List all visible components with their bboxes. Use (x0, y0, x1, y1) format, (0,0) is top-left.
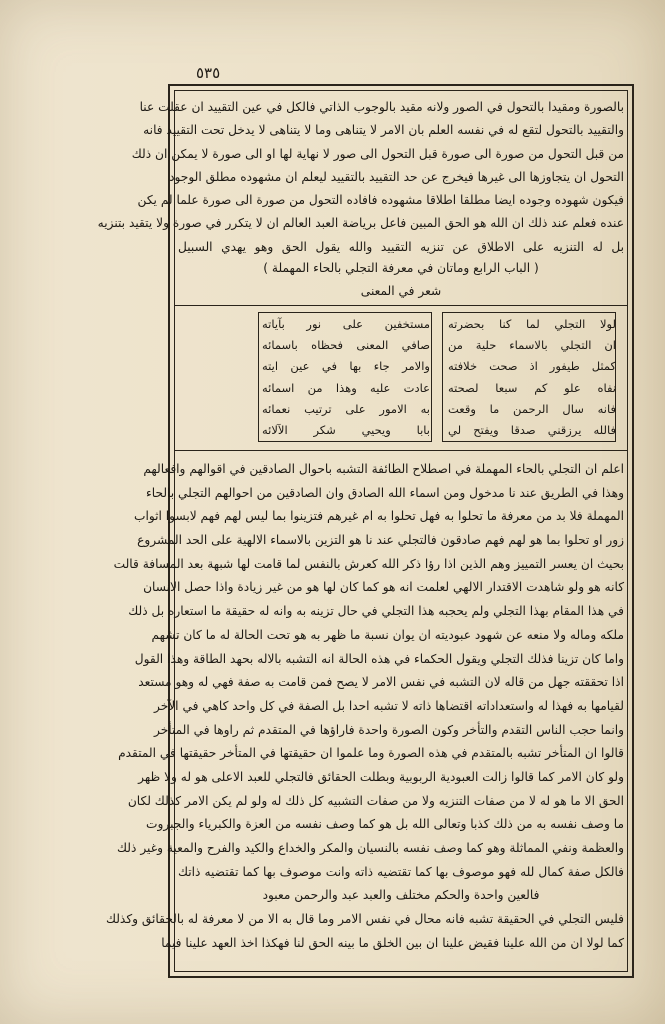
verse-column-right (448, 314, 616, 441)
bottom-paragraph (105, 458, 624, 955)
text-line: كانه هو ولو شاهدت الاقتدار الالهي لعلمت انه هو كما كان لها هو من غير زيادة واذا حصل الانسان (143, 580, 624, 595)
text-line: والعظمة ونفي المماثلة وهو كما وصف نفسه بالنسيان والمكر والخداع والكيد والفرح والمعية وغير ذلك (117, 841, 624, 855)
text-line: قالوا ان المتأخر تشبه بالمتقدم في هذه الصورة وما علموا ان حقيقتها في المتأخر حقيقتها في المتقدم (118, 746, 624, 761)
text-line: فيكون شهوده وجوده ايضا مطلقا اطلاقا مشهوده فافاده التحول من صورة الى صورة علما لم يكن (137, 193, 624, 208)
verse-line: فالله يرزقني صدقا ويفتح لي (448, 422, 616, 437)
text-line: وهذا في الطريق عند نا مدخول ومن اسماء الله الصادق وان الصادقين من احوالهم التجلي بالحاء (146, 485, 624, 500)
divider-rule (174, 450, 628, 451)
text-line: في هذا المقام بهذا التجلي ولم يحجبه هذا التجلي في حال تزينه به وانه له حقيقة ما استعاره بل ذلك (128, 604, 624, 619)
text-line: عنده فعلم عند ذلك ان الله هو الحق المبين فاعل برياضة العبد العالم ان لا يتكرر في صورة ولا يتقيد بتنزيه (97, 216, 624, 231)
text-line: من قبل التحول من صورة الى صورة قبل التحول الى صور لا نهاية لها او الى صورة لا يمكن ان ذلك (131, 146, 624, 161)
verse-line: كمثل طيفور اذ صحت خلافته (448, 359, 616, 374)
text-line: واما كان تزينا فذلك التجلي ويقول الحكماء في هذه الحالة انه التشبه بالاله بحهد الطاقة وهذا القول (134, 651, 624, 666)
divider-rule (174, 305, 628, 306)
text-line: ما وصف نفسه به من ذلك كذبا وتعالى الله بل هو كما وصف نفسه من العزة والكبرياء والجبروت (146, 817, 624, 832)
verse-intro: شعر في المعنى (360, 284, 442, 298)
text-line-centered: فالعين واحدة والحكم مختلف والعبد عبد والرحمن معبود (262, 888, 540, 903)
top-paragraph (97, 96, 624, 259)
text-line: بل له التنزيه على الاطلاق عن تنزيه التقييد والله يقول الحق وهو يهدي السبيل (178, 239, 624, 254)
verse-line: به الامور على ترتيب نعمائه (262, 401, 430, 416)
verse-line: والامر جاء بها في عين ايته (262, 359, 430, 374)
text-line: كما لولا ان من الله علينا فقيض علينا ان بين الخلق ما بينه الحق لنا فهكذا اخذ العهد علينا فيما (161, 935, 624, 950)
text-line: وانما حجب الناس التقدم والتأخر وكون الصورة واحدة فاراؤها في المتقدم ثم راوها في المتأخر (153, 722, 624, 737)
text-line: اعلم ان التجلي بالحاء المهملة في اصطلاح الطائفة التشبه باحوال الصادقين في اقوالهم وافعالهم (143, 462, 624, 476)
text-line: بالصورة ومقيدا بالتحول في الصور ولانه مقيد بالوجوب الذاتي فالكل في عين التقييد ان عقلت عنا (139, 100, 624, 114)
verse-line: عادت عليه وهذا من اسمائه (262, 380, 430, 395)
verse-line: ان التجلي بالاسماء حلية من (448, 338, 616, 353)
verse-line: فانه سال الرحمن ما وقعت (448, 401, 616, 416)
text-line: والتقييد بالتحول لتقع له في نفسه العلم بان الامر لا يتناهى وما لا يتناهى لا يدخل تحت التقييد فانه (143, 123, 624, 138)
text-line: زور او تحلوا بما هو لهم فهم صادقون فالتجلي عند نا هو التزين بالاسماء الالهية على الحد المشروع (137, 533, 624, 548)
text-line: لقيامها به فهذا له واستعداداته اقتضاها ذاته لا تشبه احدا بل الصفة في كل واحد كاهي في الآخر (153, 698, 624, 713)
text-line: فليس التجلي في الحقيقة تشبه فانه محال في نفس الامر وما قال به الا من لا معرفة له بالحقائق وكذلك (105, 912, 624, 927)
verse-line: بابا ويحيي شكر الآلائه (262, 422, 430, 437)
text-line: بحيث ان يعسر التمييز وهم الذين اذا رؤا ذكر الله كعرش بالنفس لما قامت لها شبهة بعد المسافة قالت (113, 556, 624, 571)
text-line: اذا تحققته جهل من قاله لان التشبه في نفس الامر لا يصح فمن قامت به صفة فهي له وهو مستعد (138, 675, 624, 690)
chapter-title: ( الباب الرابع وماتان في معرفة التجلي بالحاء المهملة ) (263, 261, 539, 275)
text-line: ولو كان الامر كما قالوا زالت العبودية الربوبية وبطلت الحقائق فالتجلي للعبد الاعلى هو له ولا ظهر (138, 769, 624, 784)
text-line: ملكه وماله ولا منعه عن شهود عبوديته ان يوان نسبة ما ظهر به هو تحت الحالة له ما كان تشهم (151, 627, 624, 642)
text-line: الحق الا ما هو له لا من صفات التنزيه ولا من صفات التشبيه كل ذلك له ولو لم يكن الامر كذلك لكان (127, 793, 624, 808)
text-line: فالكل صفة كمال لله فهو موصوف بها كما تقتضيه ذاته وانت موصوف بها كما تقتضيه ذاتك (178, 864, 624, 879)
verse-line: مستخفين على نور بآياته (262, 317, 430, 331)
verse-line: نفاه علو كم سبعا لصحته (448, 380, 616, 395)
verse-line: صافي المعنى فحظاه باسمائه (262, 338, 430, 353)
page-number: ٥٣٥ (196, 64, 221, 82)
verse-column-left (262, 314, 430, 441)
text-line: التحول ان يتجاوزها الى غيرها فيخرج عن حد التقييد بالتقييد ليعلم ان مشهوده مطلق الوجود (169, 169, 624, 184)
verse-line: لولا التجلي لما كنا بحضرته (448, 317, 616, 331)
text-line: المهملة فلا بد من معرفة ما تحلوا به فهل تحلوا به ام غيرهم فتزينوا بما ليس لهم فهم لابسوا اثواب (133, 509, 624, 524)
